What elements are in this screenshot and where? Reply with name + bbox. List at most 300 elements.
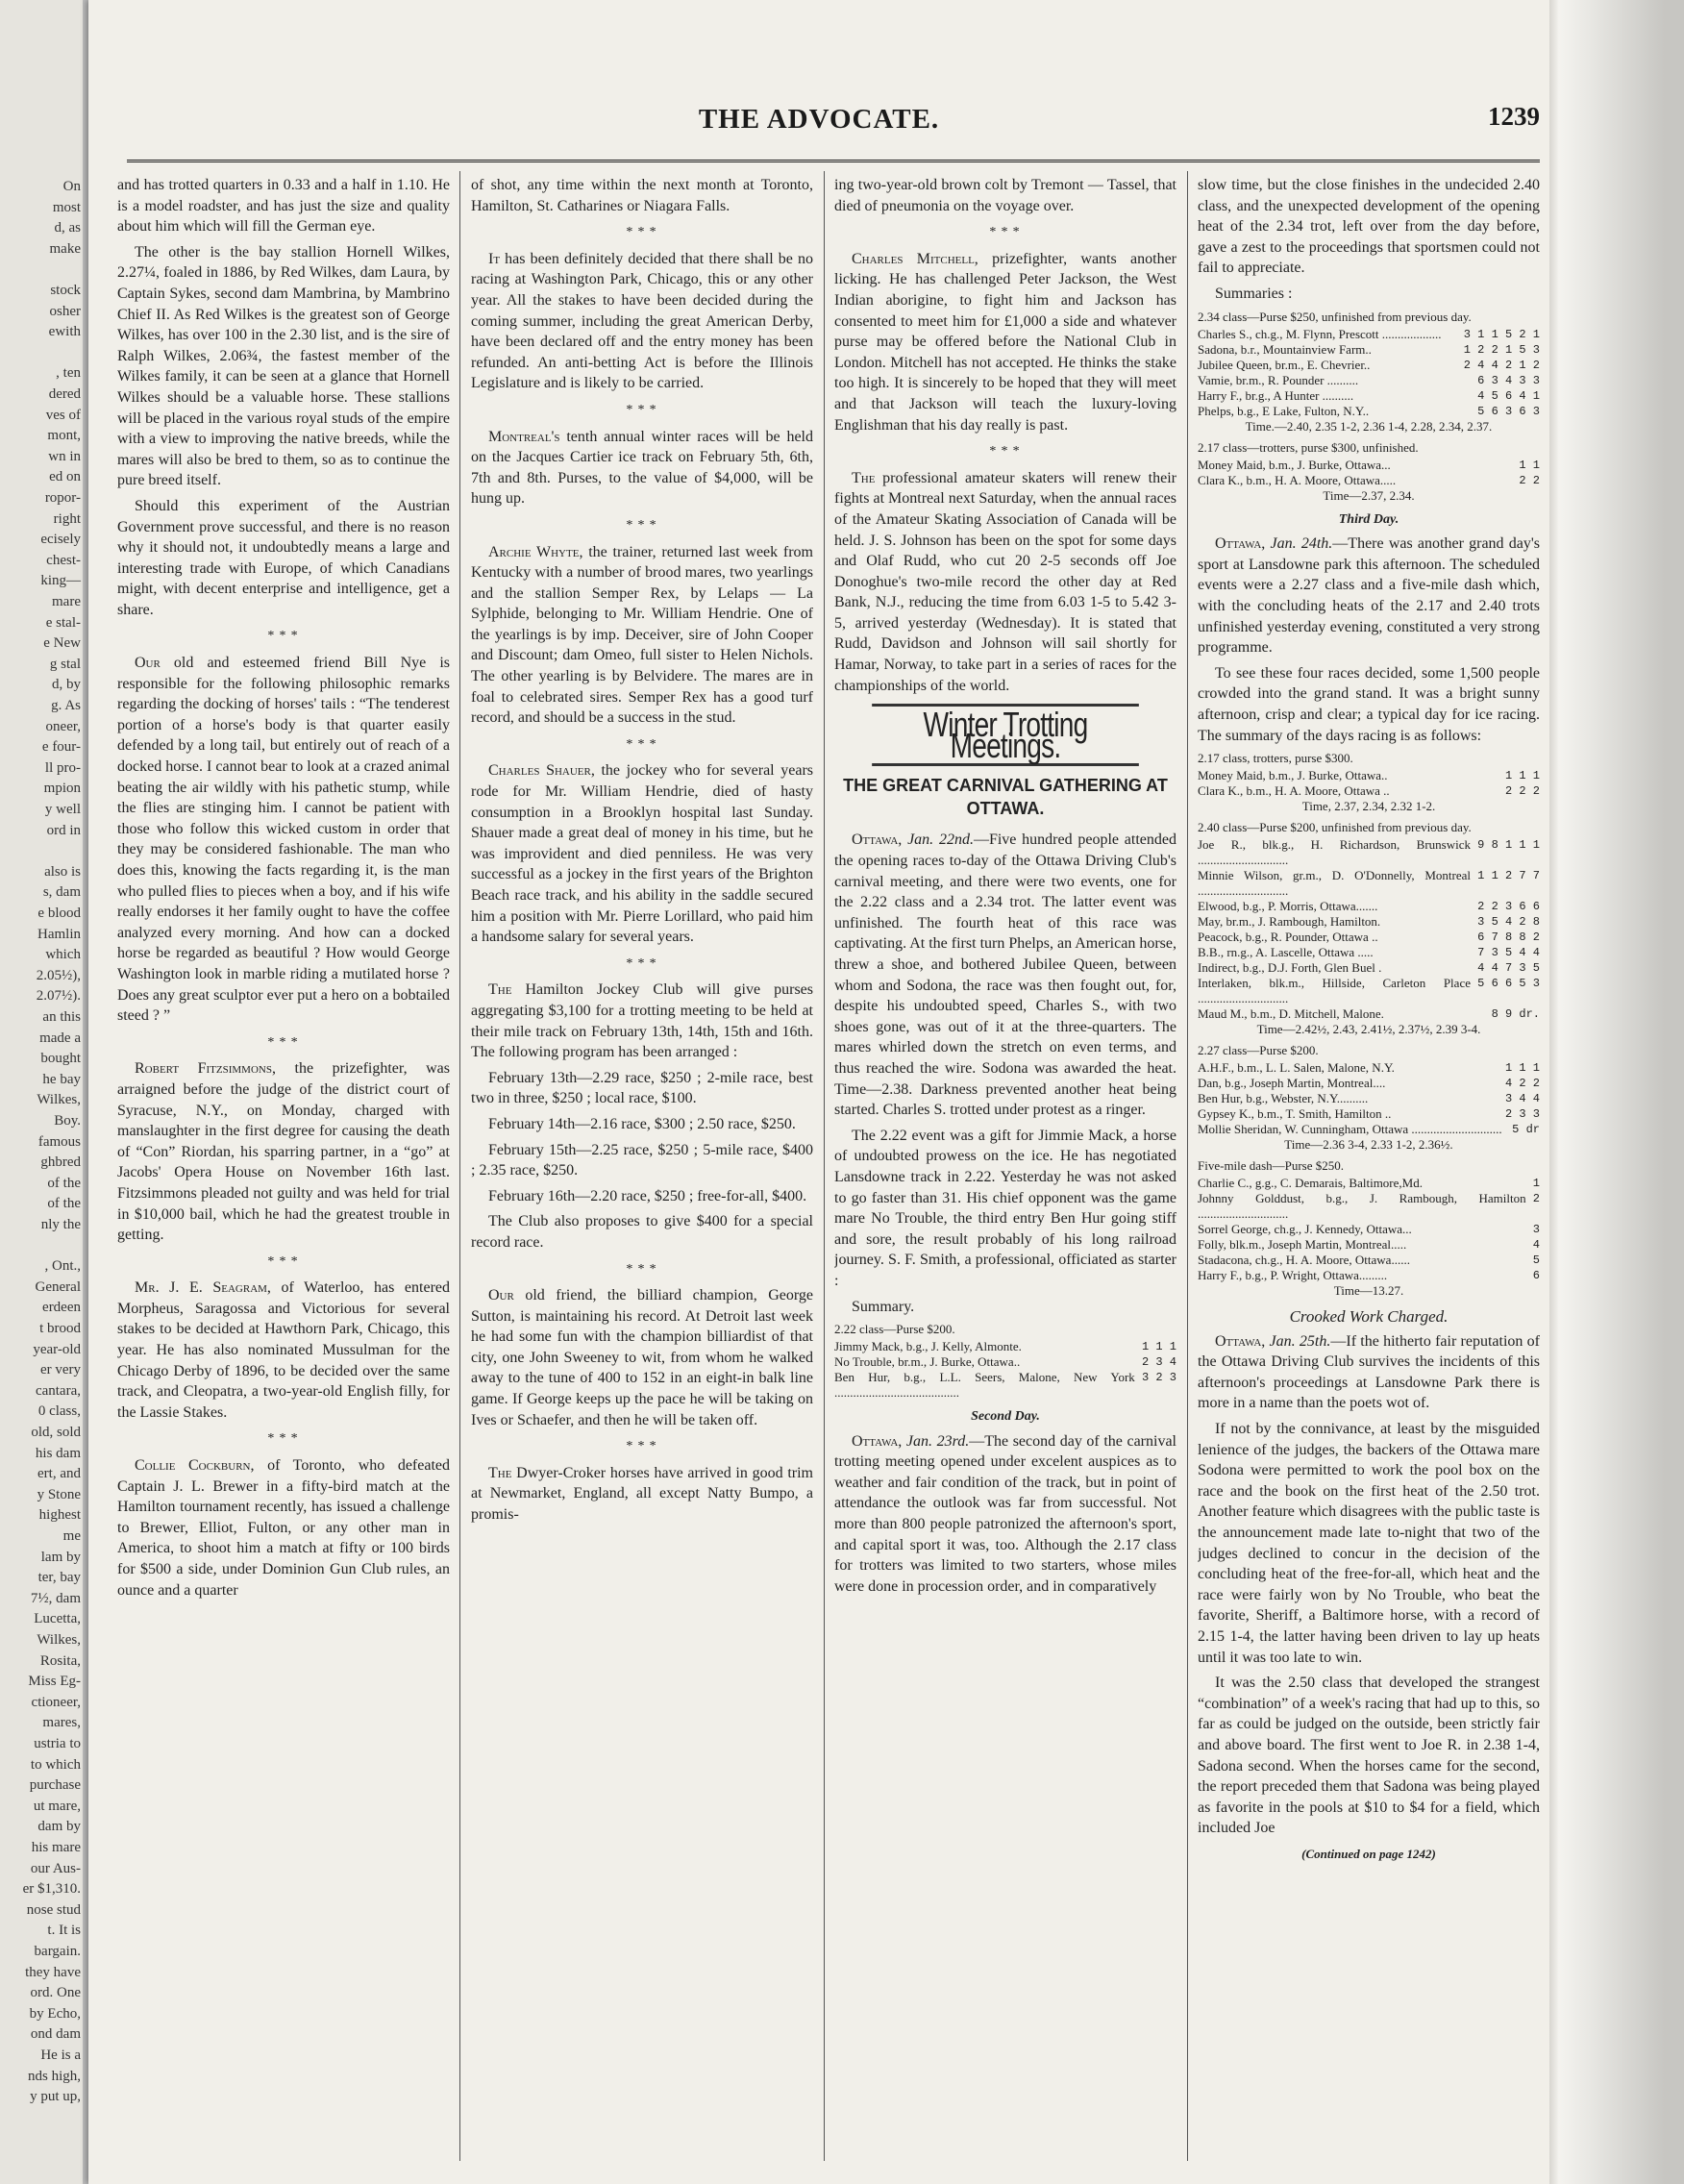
section-banner: Winter Trotting Meetings.	[872, 704, 1139, 766]
left-fragment-line: g. As	[51, 698, 81, 713]
paragraph-text: has been definitely decided that there shall be no racing at Washington Park, Chicago, this or any other year. All the stakes to have been decided during the coming summer, including the great American Derby, have been declared off and the entry money has been refunded. An anti-betting Act is before the Illinois Legislature and is likely to be carried.	[471, 250, 813, 392]
left-fragment-line: his dam	[35, 1445, 81, 1461]
race-result-row	[1198, 899, 1540, 914]
race-result-row	[1198, 327, 1540, 342]
heat-placings: 3 1 1 5 2 1	[1456, 327, 1540, 341]
left-fragment-line: ewith	[48, 324, 81, 340]
page-title: THE ADVOCATE.	[698, 104, 940, 135]
race-times: Time—13.27.	[1333, 1283, 1404, 1299]
race-result-row	[1198, 945, 1540, 960]
race-times: Time.—2.40, 2.35 1-2, 2.36 1-4, 2.28, 2.34, 2.37.	[1245, 418, 1493, 434]
paragraph-text: Should this experiment of the Austrian Government prove successful, and there is no reason why it should not, it undoubtedly means a large and interesting trade with Europe, of which Canadians might, with decent enterprise and intelligence, get a share.	[117, 497, 450, 618]
heat-placings: 2 4 4 2 1 2	[1456, 358, 1540, 372]
horse-entry: Charlie C., g.g., C. Demarais, Baltimore,Md.	[1198, 1176, 1423, 1191]
paragraph	[117, 242, 450, 491]
heat-placings: 3 4 4	[1498, 1092, 1540, 1106]
left-fragment-line: y well	[44, 802, 81, 817]
left-fragment-line: nose stud	[26, 1901, 81, 1918]
race-result-row	[1198, 837, 1540, 868]
horse-entry: Mollie Sheridan, W. Cunningham, Ottawa .............................	[1198, 1122, 1502, 1137]
race-times: Time—2.42½, 2.43, 2.41½, 2.37½, 2.39 3-4.	[1256, 1022, 1481, 1037]
race-summary-title: Five-mile dash—Purse $250.	[1198, 1158, 1345, 1174]
lead-in: Ottawa,	[852, 831, 903, 849]
horse-entry: Harry F., b.g., P. Wright, Ottawa.........	[1198, 1268, 1388, 1283]
heat-placings: 6 3 4 3 3	[1470, 373, 1540, 387]
race-result-row	[1198, 1091, 1540, 1106]
race-result-row	[834, 1339, 1176, 1354]
race-result-row	[1198, 914, 1540, 930]
italic-heading: Crooked Work Charged.	[1289, 1307, 1449, 1327]
heat-placings: 9 8 1 1 1	[1470, 838, 1540, 853]
left-fragment-line: Hamlin	[37, 926, 81, 942]
paragraph	[834, 175, 1176, 216]
heat-placings: 5 6 3 6 3	[1470, 404, 1540, 418]
race-summary	[1198, 310, 1540, 434]
race-times: Time—2.37, 2.34.	[1323, 487, 1415, 503]
left-fragment-line: e stal-	[45, 614, 81, 631]
heat-placings: 3	[1525, 1223, 1540, 1237]
left-fragment-line: highest	[38, 1507, 81, 1524]
left-fragment-line: stock	[50, 283, 81, 298]
paragraph-text: February 14th—2.16 race, $300 ; 2.50 race, $250.	[488, 1115, 796, 1132]
race-summary	[1198, 440, 1540, 504]
left-fragment-line: famous	[37, 1133, 81, 1150]
paragraph	[834, 249, 1176, 435]
left-fragment-line: 2.05½),	[36, 967, 81, 983]
left-fragment-line: oneer,	[45, 718, 81, 734]
left-fragment-line: right	[53, 510, 81, 527]
paragraph	[834, 468, 1176, 697]
heat-placings: 1	[1525, 1177, 1540, 1191]
left-fragment-line: ghbred	[40, 1154, 81, 1171]
left-fragment-line: his mare	[31, 1840, 81, 1855]
horse-entry: Peacock, b.g., R. Pounder, Ottawa ..	[1198, 930, 1378, 945]
paragraph-text: Summaries :	[1215, 285, 1293, 302]
heat-placings: 4 4 7 3 5	[1470, 961, 1540, 976]
paragraph	[471, 1114, 813, 1135]
horse-entry: Jimmy Mack, b.g., J. Kelly, Almonte.	[834, 1339, 1022, 1354]
horse-entry: Money Maid, b.m., J. Burke, Ottawa..	[1198, 768, 1388, 783]
horse-entry: Vamie, br.m., R. Pounder ..........	[1198, 372, 1359, 387]
race-result-row	[1198, 1237, 1540, 1253]
left-fragment-line: Boy.	[54, 1113, 81, 1129]
race-result-row	[1198, 473, 1540, 488]
paragraph-text: Dwyer-Croker horses have arrived in good trim at Newmarket, England, all except Natty Bumpo, a promis-	[471, 1464, 813, 1524]
column-divider	[459, 171, 460, 2161]
left-fragment-line: they have	[25, 1964, 81, 1980]
column-divider	[1187, 171, 1188, 2161]
left-fragment-line: most	[52, 199, 81, 215]
paragraph	[471, 175, 813, 216]
paragraph	[471, 427, 813, 509]
lead-in: The	[852, 469, 876, 486]
paragraph	[834, 1297, 1176, 1318]
section-asterism: * * *	[626, 1261, 658, 1277]
left-fragment-line: also is	[44, 863, 81, 880]
left-fragment-line: mare	[52, 594, 81, 609]
left-fragment-line: nly the	[40, 1217, 81, 1232]
heat-placings: 2	[1525, 1192, 1540, 1206]
paragraph-text: If not by the connivance, at least by the misguided lenience of the judges, the backers of the Ottawa mare Sodona were permitted to work the pool box on the race and the book on the first heat of the 2.50 trot. Another feature which disagrees with the public taste is the announcement made late to-night that two of the judges declined to concur in the decision of the concluding heat of the free-for-all, which heat and the race were fairly won by No Trouble, who beat the favorite, Sheriff, a Baltimore horse, with a record of 2.15 1-4, the latter having been driven to lay up heats until it was too late to win.	[1198, 1421, 1540, 1666]
paragraph	[1198, 175, 1540, 279]
race-result-row	[1198, 1222, 1540, 1237]
race-result-row	[1198, 373, 1540, 388]
paragraph	[471, 1186, 813, 1207]
paragraph-text: February 13th—2.29 race, $250 ; 2-mile race, best two in three, $250 ; local race, $100.	[471, 1069, 813, 1107]
left-fragment-line: On	[62, 179, 81, 194]
column-4	[1198, 175, 1540, 2155]
left-fragment-line: ropor-	[44, 490, 81, 506]
horse-entry: Maud M., b.m., D. Mitchell, Malone.	[1198, 1006, 1384, 1022]
left-fragment-line: of the	[47, 1196, 81, 1212]
left-fragment-line: made a	[39, 1030, 81, 1046]
race-times: Time, 2.37, 2.34, 2.32 1-2.	[1301, 799, 1436, 814]
heat-placings: 4 2 2	[1498, 1077, 1540, 1091]
paragraph	[471, 760, 813, 947]
continuation-note: (Continued on page 1242)	[1301, 1846, 1436, 1861]
paragraph-text: —There was another grand day's sport at Lansdowne park this afternoon. The scheduled events were a 2.27 class and a five-mile dash which, with the concluding heats of the 2.17 and 2.40 trots unfinished yesterday evening, constituted a very strong programme.	[1198, 535, 1540, 657]
left-fragment-line: bought	[40, 1051, 81, 1067]
race-result-row	[1198, 1268, 1540, 1283]
paragraph	[471, 1463, 813, 1526]
paragraph-text: prizefighter, wants another licking. He has challenged Peter Jackson, the West Indian aborigine, to fight him and Jackson has consented to meet him for £1,000 a side and whatever purse may be offered before the National Club in London. Mitchell has not accepted. He thinks the stake too high. It is sincerely to be hoped that they will meet and that Jackson will teach the luxury-loving Englishman that his day really is past.	[834, 250, 1176, 434]
horse-entry: Ben Hur, b.g., L.L. Seers, Malone, New York ........................................	[834, 1370, 1135, 1401]
paragraph-text: ing two-year-old brown colt by Tremont — Tassel, that died of pneumonia on the voyage over.	[834, 177, 1176, 214]
paragraph	[471, 980, 813, 1062]
section-asterism: * * *	[626, 736, 658, 752]
lead-in: Collie Cockburn,	[135, 1457, 255, 1475]
horse-entry: No Trouble, br.m., J. Burke, Ottawa..	[834, 1354, 1021, 1370]
paragraph-text: February 16th—2.20 race, $250 ; free-for-all, $400.	[488, 1187, 807, 1204]
page-edge	[1549, 0, 1684, 2184]
left-fragment-line: y put up,	[30, 2089, 81, 2105]
section-asterism: * * *	[626, 225, 658, 240]
horse-entry: B.B., rn.g., A. Lascelle, Ottawa .....	[1198, 945, 1374, 960]
race-summary	[1198, 820, 1540, 1037]
lead-in: The	[488, 1464, 512, 1481]
paragraph	[117, 1278, 450, 1423]
paragraph	[117, 1058, 450, 1245]
section-asterism: * * *	[626, 1439, 658, 1454]
paragraph	[471, 1285, 813, 1430]
horse-entry: Harry F., br.g., A Hunter ..........	[1198, 387, 1354, 403]
paragraph-text: slow time, but the close finishes in the undecided 2.40 class, and the unexpected development of the opening heat of the 2.34 trot, left over from the day before, gave a zest to the proceedings that sportsmen could not fail to appreciate.	[1198, 177, 1540, 277]
column-divider	[824, 171, 825, 2161]
race-summary-title: 2.40 class—Purse $200, unfinished from previous day.	[1198, 820, 1472, 835]
left-fragment-line: he bay	[42, 1071, 81, 1087]
horse-entry: Joe R., blk.g., H. Richardson, Brunswick .............................	[1198, 837, 1471, 868]
left-fragment-line: Lucetta,	[34, 1611, 81, 1627]
heat-placings: 1 1 1	[1498, 769, 1540, 783]
left-fragment-line: t. It is	[47, 1923, 81, 1939]
horse-entry: Minnie Wilson, gr.m., D. O'Donnelly, Montreal .............................	[1198, 868, 1471, 899]
lead-in: Ottawa,	[1215, 535, 1266, 553]
left-fragment-line: dered	[48, 386, 81, 402]
race-result-row	[1198, 1076, 1540, 1091]
section-subheading: THE GREAT CARNIVAL GATHERING AT OTTAWA.	[843, 776, 1168, 819]
dateline: Jan. 24th.	[1265, 535, 1333, 553]
left-fragment-line: g stal	[49, 656, 81, 672]
left-fragment-line: ter, bay	[37, 1570, 81, 1586]
left-fragment-line: ll pro-	[44, 759, 81, 776]
horse-entry: Indirect, b.g., D.J. Forth, Glen Buel .	[1198, 960, 1382, 976]
left-fragment-line: t brood	[39, 1321, 81, 1336]
dateline: Jan. 23rd.	[902, 1432, 970, 1450]
heat-placings: 7 3 5 4 4	[1470, 946, 1540, 960]
paragraph-text: old and esteemed friend Bill Nye is responsible for the following philosophic remarks regarding the docking of horses' tails : “The tenderest portion of a horse's body is that quarter easily defended by a long tail, but entirely out of reach of a docked horse. I cannot bear to look at a crazed animal beating the air wildly with his pathetic stump, while the flies are stinging him. I cannot be patient with those who follow this wicked custom in order that they may be considered fashionable. The man who does this, knowing the facts regarding it, is the man who pulled flies to pieces when a boy, and if his wife really endorses it her family ought to have the coffee analyzed every morning. And how can a docked horse be regarded as beautiful ? How would George Washington look in marble riding a mutilated horse ? Does any great sculptor ever put a hero on a bobtailed steed ? ”	[117, 655, 450, 1025]
heat-placings: 1 1 2 7 7	[1470, 869, 1540, 883]
section-asterism: * * *	[626, 517, 658, 533]
heat-placings: 2 2	[1512, 473, 1540, 487]
paragraph-text: The other is the bay stallion Hornell Wilkes, 2.27¼, foaled in 1886, by Red Wilkes, dam Laura, by Captain Sykes, second dam Mambrina, by Mambrino Chief II. As Red Wilkes is the greatest son of George Wilkes, has over 100 in the 2.30 list, and is the sire of Ralph Wilkes, 2.06¾, the fastest member of the Wilkes family, it can be seen at a glance that Hornell Wilkes should be a valuable horse. These stallions will be placed in the various royal studs of the empire with a view to improving the native breeds, while the mares will also be bred to them, so as to continue the pure breed itself.	[117, 243, 450, 489]
horse-entry: Gypsey K., b.m., T. Smith, Hamilton ..	[1198, 1106, 1392, 1122]
race-result-row	[1198, 768, 1540, 783]
left-fragment-line: ut mare,	[33, 1798, 81, 1814]
day-heading: Second Day.	[971, 1409, 1040, 1425]
heat-placings: 8 9 dr.	[1484, 1007, 1540, 1022]
left-fragment-line: ord in	[46, 822, 81, 838]
lead-in: Charles Mitchell,	[852, 250, 978, 267]
heat-placings: 4	[1525, 1238, 1540, 1253]
left-fragment-line: osher	[49, 303, 81, 319]
left-fragment-line: an this	[42, 1009, 81, 1025]
horse-entry: Jubilee Queen, br.m., E. Chevrier..	[1198, 357, 1371, 372]
race-result-row	[1198, 1176, 1540, 1191]
left-fragment-line: Wilkes,	[37, 1632, 81, 1648]
left-fragment-line: s, dam	[42, 884, 81, 901]
heat-placings: 6	[1525, 1269, 1540, 1283]
paragraph	[1198, 1673, 1540, 1839]
left-fragment-line: 7½, dam	[30, 1590, 81, 1606]
dateline: Jan. 22nd.	[902, 831, 974, 849]
race-result-row	[1198, 1006, 1540, 1022]
paragraph-text: Summary.	[852, 1298, 915, 1315]
left-fragment-line: ert, and	[37, 1466, 81, 1482]
horse-entry: Dan, b.g., Joseph Martin, Montreal....	[1198, 1076, 1386, 1091]
paragraph-text: —If the hitherto fair reputation of the Ottawa Driving Club survives the incidents of this afternoon's proceedings at Lansdowne Park there is more in a name than the poets wot of.	[1198, 1332, 1540, 1412]
race-summary-title: 2.17 class, trotters, purse $300.	[1198, 751, 1353, 766]
race-result-row	[1198, 1106, 1540, 1122]
paragraph	[834, 1126, 1176, 1292]
paragraph-text: February 15th—2.25 race, $250 ; 5-mile race, $400 ; 2.35 race, $250.	[471, 1141, 813, 1179]
paragraph	[1198, 534, 1540, 658]
horse-entry: Johnny Golddust, b.g., J. Rambough, Hamilton .............................	[1198, 1191, 1526, 1222]
left-fragment-line: mares,	[42, 1715, 81, 1731]
column-2	[471, 175, 813, 2155]
left-page-fragment	[0, 0, 83, 2184]
paragraph	[471, 1211, 813, 1253]
left-fragment-line: er very	[39, 1362, 81, 1378]
race-times: Time—2.36 3-4, 2.33 1-2, 2.36½.	[1284, 1137, 1453, 1153]
left-fragment-line: ustria to	[34, 1736, 81, 1751]
section-asterism: * * *	[267, 629, 300, 644]
left-fragment-line: 0 class,	[37, 1403, 81, 1420]
paragraph	[1198, 1331, 1540, 1414]
section-asterism: * * *	[626, 402, 658, 417]
paragraph-text: —Five hundred people attended the opening races to-day of the Ottawa Driving Club's carnival meeting, and there were two events, one for the 2.22 class and a 2.34 trot. The latter event was unfinished. The fourth heat of this race was captivating. At the first turn Phelps, an American horse, threw a shoe, and bothered Jubilee Queen, between whom and Sodona, the race was then fought out, for, despite his undoubted speed, Charles S., with two shoes gone, was out of it at the three-quarters. The mares whirled down the stretch on even terms, and thus reached the wire. Sodona was awarded the heat. Time—2.38. Darkness prevented another heat being started. Charles S. trotted under protest as a ringer.	[834, 831, 1176, 1119]
lead-in: The	[488, 981, 512, 999]
lead-in: Ottawa,	[1215, 1332, 1266, 1350]
left-fragment-line: old, sold	[31, 1425, 81, 1440]
race-result-row	[1198, 1122, 1540, 1137]
race-result-row	[834, 1370, 1176, 1401]
heat-placings: 3 5 4 2 8	[1470, 915, 1540, 930]
paragraph	[117, 653, 450, 1027]
header-rule	[127, 160, 1540, 162]
left-fragment-line: , Ont.,	[44, 1258, 81, 1275]
left-fragment-line: lam by	[40, 1549, 81, 1565]
paragraph	[1198, 663, 1540, 746]
column-3	[834, 175, 1176, 2155]
heat-placings: 2 2 3 6 6	[1470, 900, 1540, 914]
left-fragment-line: er $1,310.	[22, 1881, 81, 1898]
race-summary	[1198, 1158, 1540, 1299]
race-result-row	[1198, 930, 1540, 945]
horse-entry: Phelps, b.g., E Lake, Fulton, N.Y..	[1198, 403, 1370, 418]
left-fragment-line: Wilkes,	[37, 1092, 81, 1108]
paragraph-text: of Waterloo, has entered Morpheus, Saragossa and Victorious for several stakes to be decided at Hawthorn Park, Chicago, this year. He has also nominated Mussulman for the Chicago Derby of 1896, to be decided over the same track, and Cleopatra, a two-year-old English filly, for the Lassie Stakes.	[117, 1279, 450, 1421]
left-fragment-line: Rosita,	[39, 1652, 81, 1669]
paragraph	[117, 175, 450, 237]
horse-entry: Clara K., b.m., H. A. Moore, Ottawa.....	[1198, 472, 1397, 487]
left-fragment-line: ord. One	[30, 1985, 81, 2001]
race-result-row	[1198, 458, 1540, 473]
left-fragment-line: me	[62, 1528, 81, 1544]
paragraph	[1198, 284, 1540, 305]
left-fragment-line: dam by	[37, 1819, 81, 1835]
paragraph	[1198, 1419, 1540, 1668]
race-result-row	[1198, 404, 1540, 419]
race-result-row	[1198, 1191, 1540, 1222]
paragraph	[117, 1455, 450, 1601]
race-summary-title: 2.34 class—Purse $250, unfinished from previous day.	[1198, 309, 1472, 324]
left-fragment-line: d, by	[52, 677, 81, 693]
race-result-row	[1198, 976, 1540, 1006]
left-fragment-line: by Echo,	[29, 2005, 81, 2022]
race-summary-title: 2.17 class—trotters, purse $300, unfinished.	[1198, 439, 1419, 455]
horse-entry: Stadacona, ch.g., H. A. Moore, Ottawa......	[1198, 1253, 1410, 1268]
section-asterism: * * *	[267, 1253, 300, 1269]
left-fragment-line: make	[49, 240, 81, 257]
race-result-row	[1198, 960, 1540, 976]
heat-placings: 2 3 3	[1498, 1107, 1540, 1122]
left-fragment-line: ecisely	[40, 532, 81, 548]
race-summary-title: 2.27 class—Purse $200.	[1198, 1043, 1319, 1058]
horse-entry: Money Maid, b.m., J. Burke, Ottawa...	[1198, 457, 1391, 472]
paragraph-text: Hamilton Jockey Club will give purses aggregating $3,100 for a trotting meeting to be held at their mile track on February 13th, 14th, 15th and 16th. The following program has been arranged :	[471, 981, 813, 1061]
heat-placings: 3 2 3	[1134, 1371, 1176, 1385]
left-fragment-line: ctioneer,	[31, 1694, 81, 1710]
race-summary-title: 2.22 class—Purse $200.	[834, 1322, 955, 1337]
left-fragment-line: General	[35, 1278, 81, 1295]
horse-entry: Sadona, b.r., Mountainview Farm..	[1198, 341, 1372, 357]
section-asterism: * * *	[267, 1431, 300, 1447]
paragraph-text: of shot, any time within the next month at Toronto, Hamilton, St. Catharines or Niagara Falls.	[471, 177, 813, 214]
heat-placings: 1 1	[1512, 458, 1540, 472]
heat-placings: 1 1 1	[1498, 1061, 1540, 1076]
newspaper-page	[88, 0, 1549, 2184]
paragraph-text: and has trotted quarters in 0.33 and a half in 1.10. He is a model roadster, and has just the size and quality about him which will fill the German eye.	[117, 177, 450, 236]
lead-in: Mr. J. E. Seagram,	[135, 1279, 271, 1297]
left-fragment-line: of the	[47, 1175, 81, 1191]
heat-placings: 2 2 2	[1498, 784, 1540, 799]
paragraph-text: To see these four races decided, some 1,500 people crowded into the grand stand. It was a bright sunny afternoon, crisp and clear; a typical day for ice racing. The summary of the days racing is as follows:	[1198, 664, 1540, 744]
section-asterism: * * *	[626, 956, 658, 971]
paragraph-text: The Club also proposes to give $400 for a special record race.	[471, 1213, 813, 1251]
race-result-row	[1198, 342, 1540, 358]
heat-placings: 6 7 8 8 2	[1470, 931, 1540, 945]
paragraph	[471, 249, 813, 394]
horse-entry: May, br.m., J. Rambough, Hamilton.	[1198, 914, 1381, 930]
paragraph	[834, 1431, 1176, 1598]
race-result-row	[1198, 358, 1540, 373]
left-fragment-line: chest-	[46, 552, 81, 568]
lead-in: It	[488, 250, 501, 267]
left-fragment-line: e four-	[41, 739, 81, 756]
horse-entry: Interlaken, blk.m., Hillside, Carleton Place .............................	[1198, 976, 1471, 1006]
heat-placings: 5 6 6 5 3	[1470, 977, 1540, 991]
column-1	[117, 175, 450, 2155]
horse-entry: Clara K., b.m., H. A. Moore, Ottawa ..	[1198, 783, 1390, 799]
left-fragment-line: e New	[43, 635, 81, 652]
left-fragment-line: He is a	[40, 2048, 81, 2063]
lead-in: Our	[488, 1287, 514, 1304]
paragraph-text: It was the 2.50 class that developed the strangest “combination” of a week's racing that had up to this, so far as could be judged on the outside, been strictly fair and above board. The first went to Joe R. in 2.38 1-4, Sadona second. When the horses came for the second, the report preceded them that Sadona was being played as favorite in the pools at $10 to $4 for a field, which included Joe	[1198, 1675, 1540, 1837]
left-fragment-line: bargain.	[34, 1944, 81, 1959]
paragraph	[471, 542, 813, 729]
paragraph	[471, 1068, 813, 1109]
left-fragment-line: nds high,	[27, 2068, 81, 2084]
race-summary	[1198, 1043, 1540, 1153]
left-fragment-line: ves of	[45, 407, 81, 423]
left-fragment-line: mont,	[47, 428, 81, 444]
left-fragment-line: d, as	[54, 220, 81, 236]
horse-entry: Elwood, b.g., P. Morris, Ottawa.......	[1198, 899, 1378, 914]
race-result-row	[1198, 1253, 1540, 1268]
page-number: 1239	[1488, 102, 1540, 131]
race-result-row	[1198, 388, 1540, 404]
section-asterism: * * *	[267, 1034, 300, 1050]
paragraph-text: of Toronto, who defeated Captain J. L. Brewer in a fifty-bird match at the Hamilton tournament recently, has issued a challenge to Brewer, Elliot, Fulton, or any other man in America, to shoot him a match at fifty or 100 birds for $500 a side, under Dominion Gun Club rules, an ounce and a quarter	[117, 1457, 450, 1599]
heat-placings: 4 5 6 4 1	[1470, 388, 1540, 403]
heat-placings: 2 3 4	[1134, 1355, 1176, 1370]
left-fragment-line: Miss Eg-	[28, 1674, 81, 1690]
paragraph-text: professional amateur skaters will renew their fights at Montreal next Saturday, when the annual races of the Amateur Skating Association of Canada will be held. J. S. Johnson has been on the spot for some days and Olaf Rudd, who cut 20 2-5 seconds off Joe Donoghue's two-mile record the other day at Red Bank, N.J., reducing the time from 6.03 1-5 to 5.42 3-5, arrived yesterday (Wednesday). It is stated that Rudd, Davidson and Johnson will sail shortly for Hamar, Norway, to take part in a series of races for the championships of the world.	[834, 469, 1176, 694]
left-fragment-line: ond dam	[30, 2026, 81, 2043]
heat-placings: 1 1 1	[1134, 1340, 1176, 1354]
race-summary	[1198, 751, 1540, 814]
horse-entry: Ben Hur, b.g., Webster, N.Y..........	[1198, 1091, 1369, 1106]
left-fragment-line: to which	[30, 1756, 81, 1773]
left-fragment-line: purchase	[29, 1777, 81, 1794]
lead-in: Ottawa,	[852, 1432, 903, 1450]
lead-in: Montreal's	[488, 428, 560, 445]
paragraph	[117, 496, 450, 621]
lead-in: Charles Shauer,	[488, 762, 595, 780]
left-fragment-line: mpion	[43, 781, 81, 797]
left-fragment-line: which	[45, 947, 81, 963]
left-fragment-line: e blood	[37, 906, 81, 921]
day-heading: Third Day.	[1338, 511, 1399, 527]
left-fragment-line: , ten	[56, 365, 81, 382]
race-result-row	[834, 1354, 1176, 1370]
paragraph-text: tenth annual winter races will be held on the Jacques Cartier ice track on February 5th, 6th, 7th and 8th. Purses, to the value of $4,000, will be hung up.	[471, 428, 813, 508]
left-fragment-line: y Stone	[37, 1486, 81, 1502]
race-result-row	[1198, 783, 1540, 799]
left-fragment-line: erdeen	[42, 1300, 81, 1316]
dateline: Jan. 25th.	[1265, 1332, 1331, 1350]
paragraph-text: The 2.22 event was a gift for Jimmie Mack, a horse of undoubted prowess on the ice. He has negotiated Lansdowne track in 2.22. Yesterday he was not asked to go faster than 31. His chief opponent was the game mare No Trouble, the third entry Ben Hur going stiff and sore, the result probably of his long railroad journey. S. F. Smith, a professional, officiated as starter :	[834, 1127, 1176, 1289]
